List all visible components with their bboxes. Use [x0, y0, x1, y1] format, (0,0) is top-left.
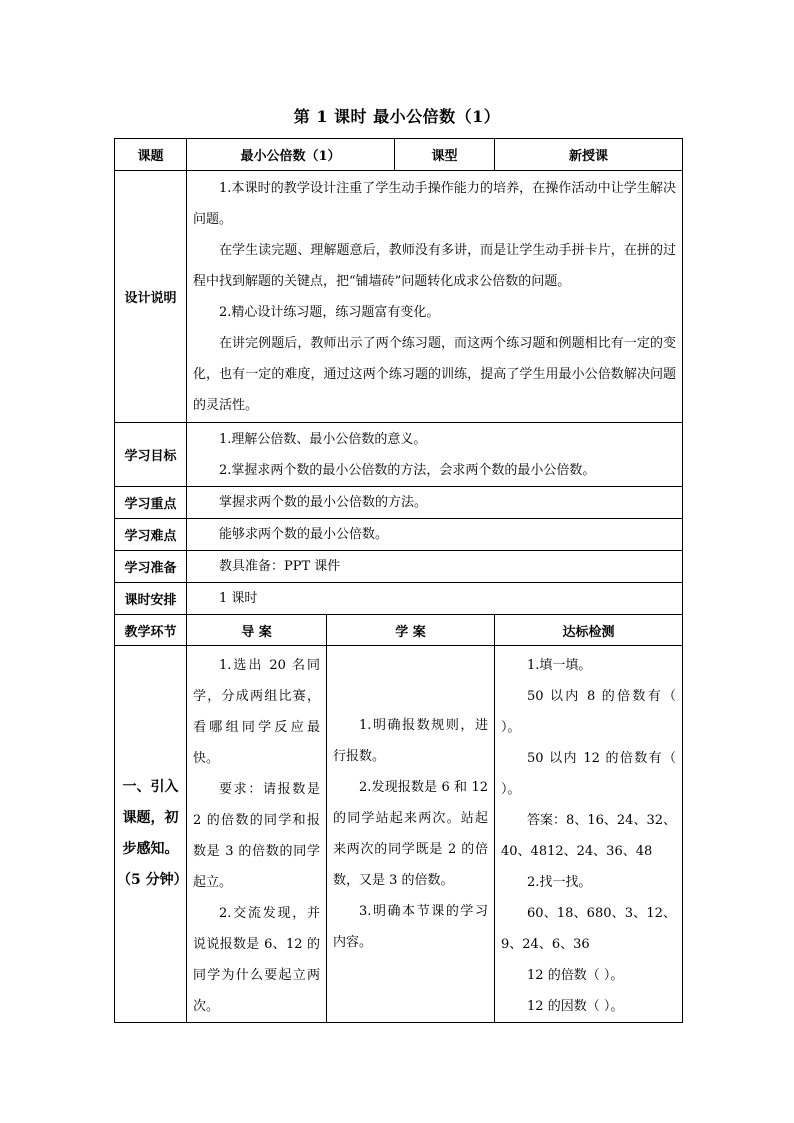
header-row [115, 139, 683, 171]
difficulty-row [115, 519, 683, 551]
goals-row [115, 423, 683, 487]
check-paragraph: 12 的因数（ ）。 [527, 999, 624, 1014]
goals-content [187, 423, 683, 487]
topic-value: 最小公倍数（1） [187, 139, 395, 171]
goal-item: 2.掌握求两个数的最小公倍数的方法，会求两个数的最小公倍数。 [219, 462, 596, 478]
check-paragraph: 50 以内 8 的倍数有（ ）。 [501, 689, 677, 735]
schedule-value: 1 课时 [219, 591, 258, 606]
col-guide: 导 案 [187, 615, 327, 646]
design-paragraph: 在讲完例题后，教师出示了两个练习题，而这两个练习题和例题相比有一定的变化，也有一定的难度，通过这两个练习题的训练，提高了学生用最小公倍数解决问题的灵活性。 [193, 335, 677, 413]
check-paragraph: 60、18、680、3、12、9、24、6、36 [501, 906, 677, 952]
study-paragraph: 1.明确报数规则，进行报数。 [333, 718, 489, 764]
preparation-cell [187, 551, 683, 583]
columns-row [115, 615, 683, 646]
section1-study [327, 646, 495, 1023]
design-label: 设计说明 [115, 171, 187, 423]
guide-paragraph: 2.交流发现，并说说报数是 6、12 的同学为什么要起立两次。 [193, 906, 320, 1014]
check-paragraph: 12 的倍数（ ）。 [527, 968, 624, 983]
goal-item: 1.理解公倍数、最小公倍数的意义。 [219, 431, 427, 447]
type-label: 课型 [395, 139, 495, 171]
goals-label: 学习目标 [115, 423, 187, 487]
type-value: 新授课 [495, 139, 683, 171]
key-point-value: 掌握求两个数的最小公倍数的方法。 [219, 495, 428, 510]
design-content [187, 171, 683, 423]
section1-guide [187, 646, 327, 1023]
phase-line: 步感知。 [122, 841, 179, 857]
design-paragraph: 1.本课时的教学设计注重了学生动手操作能力的培养，在操作活动中让学生解决问题。 [193, 180, 677, 227]
schedule-cell [187, 583, 683, 615]
design-paragraph: 2.精心设计练习题，练习题富有变化。 [219, 304, 440, 320]
study-paragraph: 3.明确本节课的学习内容。 [333, 904, 489, 950]
design-paragraph: 在学生读完题、理解题意后，教师没有多讲，而是让学生动手拼卡片，在拼的过程中找到解题的关键点，把“铺墙砖”问题转化成求公倍数的问题。 [193, 242, 677, 289]
col-check: 达标检测 [495, 615, 683, 646]
schedule-label: 课时安排 [115, 583, 187, 615]
col-phase: 教学环节 [115, 615, 187, 646]
col-study: 学 案 [327, 615, 495, 646]
key-point-row [115, 487, 683, 519]
section1-check [495, 646, 683, 1023]
phase-line: （5 分钟） [117, 872, 188, 888]
difficulty-cell [187, 519, 683, 551]
check-paragraph: 2.找一找。 [527, 875, 592, 890]
preparation-row [115, 551, 683, 583]
section1-row [115, 646, 683, 1023]
preparation-label: 学习准备 [115, 551, 187, 583]
check-paragraph: 50 以内 12 的倍数有（ ）。 [501, 751, 677, 797]
phase-line: 一、引入 [122, 779, 179, 795]
check-paragraph: 1.填一填。 [527, 658, 592, 673]
check-paragraph: 答案：8、16、24、32、40、4812、24、36、48 [501, 813, 677, 859]
difficulty-label: 学习难点 [115, 519, 187, 551]
section1-phase [115, 646, 187, 1023]
preparation-value: 教具准备：PPT 课件 [219, 559, 341, 574]
page-title: 第 1 课时 最小公倍数（1） [293, 107, 501, 126]
study-paragraph: 2.发现报数是 6 和 12 的同学站起来两次。站起来两次的同学既是 2 的倍数，又是 3 的倍数。 [333, 780, 489, 888]
guide-paragraph: 要求：请报数是 2 的倍数的同学和报数是 3 的倍数的同学起立。 [193, 782, 320, 890]
key-point-cell [187, 487, 683, 519]
design-row [115, 171, 683, 423]
phase-line: 课题，初 [122, 810, 179, 826]
lesson-plan-table [114, 138, 683, 1023]
topic-label: 课题 [115, 139, 187, 171]
difficulty-value: 能够求两个数的最小公倍数。 [219, 527, 389, 542]
guide-paragraph: 1.选出 20 名同学，分成两组比赛，看哪组同学反应最快。 [193, 658, 320, 766]
key-point-label: 学习重点 [115, 487, 187, 519]
schedule-row [115, 583, 683, 615]
